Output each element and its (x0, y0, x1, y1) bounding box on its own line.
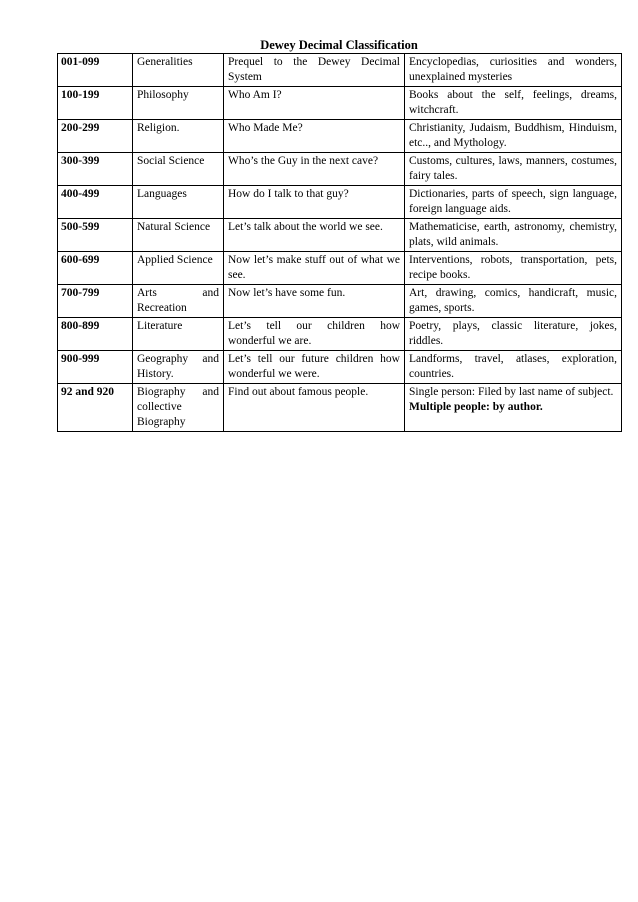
description-cell: Customs, cultures, laws, manners, costumes, fairy tales. (405, 153, 622, 186)
range-cell: 100-199 (58, 87, 133, 120)
subject-cell: Natural Science (133, 219, 224, 252)
subject-cell: Geography and History. (133, 351, 224, 384)
table-row (58, 318, 622, 351)
question-cell: Who’s the Guy in the next cave? (224, 153, 405, 186)
range-cell: 001-099 (58, 54, 133, 87)
subject-cell: Languages (133, 186, 224, 219)
range-cell: 600-699 (58, 252, 133, 285)
document-title: Dewey Decimal Classification (260, 38, 418, 52)
range-cell: 700-799 (58, 285, 133, 318)
question-cell: Who Made Me? (224, 120, 405, 153)
table-row (58, 252, 622, 285)
description-cell: Books about the self, feelings, dreams, witchcraft. (405, 87, 622, 120)
range-cell: 400-499 (58, 186, 133, 219)
description-cell: Mathematicise, earth, astronomy, chemistry, plats, wild animals. (405, 219, 622, 252)
table-row (58, 384, 622, 432)
classification-table (57, 53, 622, 432)
range-cell: 900-999 (58, 351, 133, 384)
table-row (58, 120, 622, 153)
subject-cell: Applied Science (133, 252, 224, 285)
table-row (58, 285, 622, 318)
table-row (58, 54, 622, 87)
subject-cell: Arts and Recreation (133, 285, 224, 318)
question-cell: Let’s tell our future children how wonderful we were. (224, 351, 405, 384)
range-cell: 800-899 (58, 318, 133, 351)
description-text: Single person: Filed by last name of subject. (409, 386, 614, 398)
table-row (58, 351, 622, 384)
range-cell: 300-399 (58, 153, 133, 186)
description-cell: Dictionaries, parts of speech, sign language, foreign language aids. (405, 186, 622, 219)
question-cell: Now let’s make stuff out of what we see. (224, 252, 405, 285)
subject-cell: Generalities (133, 54, 224, 87)
description-cell: Landforms, travel, atlases, exploration, countries. (405, 351, 622, 384)
subject-cell: Literature (133, 318, 224, 351)
subject-cell: Social Science (133, 153, 224, 186)
question-cell: Let’s tell our children how wonderful we are. (224, 318, 405, 351)
description-bold-text: Multiple people: by author. (409, 401, 543, 413)
question-cell: Who Am I? (224, 87, 405, 120)
table-row (58, 186, 622, 219)
table-row (58, 153, 622, 186)
question-cell: Find out about famous people. (224, 384, 405, 432)
subject-cell: Philosophy (133, 87, 224, 120)
table-row (58, 87, 622, 120)
subject-cell: Religion. (133, 120, 224, 153)
question-cell: Now let’s have some fun. (224, 285, 405, 318)
question-cell: Let’s talk about the world we see. (224, 219, 405, 252)
range-cell: 92 and 920 (58, 384, 133, 432)
question-cell: Prequel to the Dewey Decimal System (224, 54, 405, 87)
description-cell: Christianity, Judaism, Buddhism, Hinduism, etc.., and Mythology. (405, 120, 622, 153)
question-cell: How do I talk to that guy? (224, 186, 405, 219)
range-cell: 500-599 (58, 219, 133, 252)
subject-cell: Biography and collective Biography (133, 384, 224, 432)
range-cell: 200-299 (58, 120, 133, 153)
description-cell: Interventions, robots, transportation, pets, recipe books. (405, 252, 622, 285)
description-cell (405, 384, 622, 432)
description-cell: Poetry, plays, classic literature, jokes, riddles. (405, 318, 622, 351)
table-row (58, 219, 622, 252)
description-cell: Art, drawing, comics, handicraft, music, games, sports. (405, 285, 622, 318)
description-cell: Encyclopedias, curiosities and wonders, unexplained mysteries (405, 54, 622, 87)
